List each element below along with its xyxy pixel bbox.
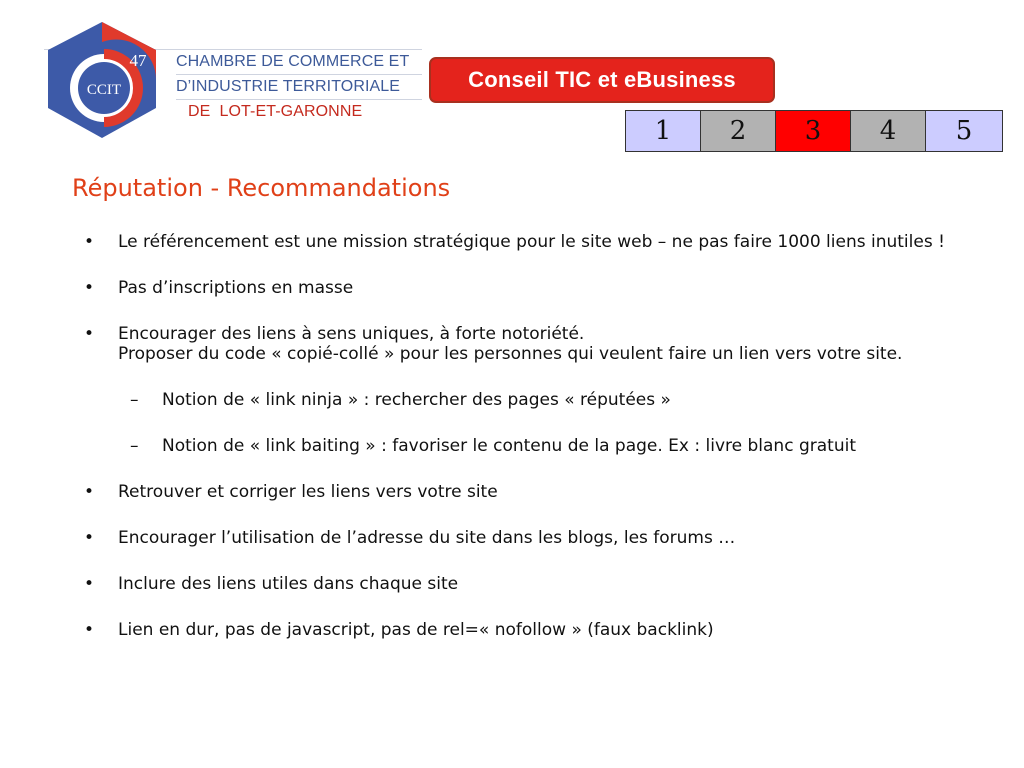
sub-item: – Notion de « link ninja » : rechercher des pages « réputées » [84,390,984,410]
slide-title: Réputation - Recommandations [72,174,451,202]
logo-line-2: D’INDUSTRIE TERRITORIALE [176,75,422,100]
page-nav-1[interactable]: 1 [626,111,701,151]
bullet-item: • Pas d’inscriptions en masse [84,278,984,298]
page-nav-5[interactable]: 5 [926,111,1002,151]
bullet-item: • Encourager l’utilisation de l’adresse du site dans les blogs, les forums … [84,528,984,548]
bullet-item: • Le référencement est une mission stratégique pour le site web – ne pas faire 1000 liens inutiles ! [84,232,956,252]
slide-content [84,232,984,640]
logo-line-1: CHAMBRE DE COMMERCE ET [176,50,422,75]
ccit-logo [44,20,422,140]
bullet-item: • Retrouver et corriger les liens vers votre site [84,482,984,502]
ccit-badge-text: CCIT [86,82,122,98]
page-nav-4[interactable]: 4 [851,111,926,151]
bullet-item: • Inclure des liens utiles dans chaque site [84,574,984,594]
bullet-line: • Encourager des liens à sens uniques, à forte notoriété. [118,324,585,344]
ccit-emblem-icon [44,20,176,140]
page-nav-2[interactable]: 2 [701,111,776,151]
bullet-item [84,324,956,364]
bullet-item: • Lien en dur, pas de javascript, pas de rel=« nofollow » (faux backlink) [84,620,984,640]
sub-item: – Notion de « link baiting » : favoriser le contenu de la page. Ex : livre blanc gratuit [84,436,912,456]
page-nav-3-current[interactable]: 3 [776,111,851,151]
logo-text [176,50,422,124]
conseil-banner: Conseil TIC et eBusiness [429,57,775,103]
logo-line-3: DE LOT-ET-GARONNE [188,103,363,120]
page-nav [625,110,1003,152]
ccit-badge-number: 47 [129,51,147,70]
bullet-line: Proposer du code « copié-collé » pour les personnes qui veulent faire un lien vers votre site. [118,344,903,364]
